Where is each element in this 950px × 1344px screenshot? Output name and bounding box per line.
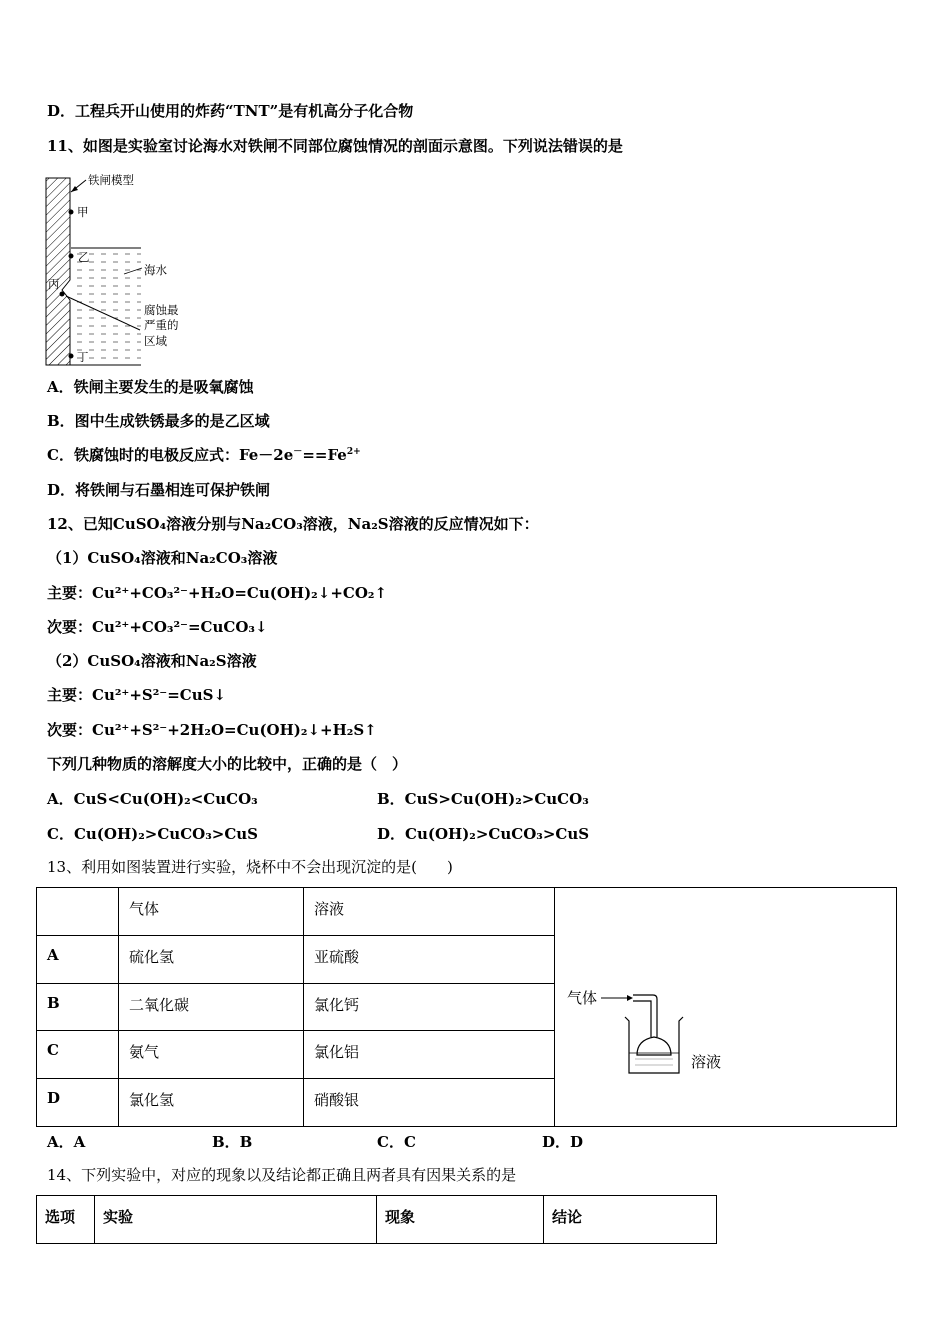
q13-apparatus-figure <box>565 937 765 1077</box>
q11-label-sea: 海水 <box>144 263 167 277</box>
table-header: 实验 <box>95 1196 377 1244</box>
q14-stem: 14、下列实验中，对应的现象以及结论都正确且两者具有因果关系的是 <box>47 1166 517 1184</box>
q13-label-gas: 气体 <box>567 989 598 1007</box>
q11-stem: 11、如图是实验室讨论海水对铁闸不同部位腐蚀情况的剖面示意图。下列说法错误的是 <box>47 137 623 155</box>
q11-label-yi: 乙 <box>78 250 90 264</box>
q11-label-corr1: 腐蚀最 <box>144 303 179 317</box>
table-cell: C <box>37 1031 119 1079</box>
table-cell: 氯化氢 <box>119 1079 304 1127</box>
q13-option-a: A．A <box>47 1133 86 1151</box>
q11-label-ding: 丁 <box>77 350 89 364</box>
q10-option-d: D．工程兵开山使用的炸药“TNT”是有机高分子化合物 <box>47 102 414 120</box>
q12-minor2: 次要：Cu²⁺+S²⁻+2H₂O=Cu(OH)₂↓+H₂S↑ <box>47 721 377 739</box>
table-header: 溶液 <box>304 888 555 936</box>
q12-option-c: C．Cu(OH)₂>CuCO₃>CuS <box>47 825 259 843</box>
table-cell: 氨气 <box>119 1031 304 1079</box>
q12-part2: （2）CuSO₄溶液和Na₂S溶液 <box>47 652 257 670</box>
table-cell: D <box>37 1079 119 1127</box>
q12-stem: 12、已知CuSO₄溶液分别与Na₂CO₃溶液，Na₂S溶液的反应情况如下： <box>47 515 539 533</box>
q12-main1: 主要：Cu²⁺+CO₃²⁻+H₂O=Cu(OH)₂↓+CO₂↑ <box>47 584 388 602</box>
q12-minor1: 次要：Cu²⁺+CO₃²⁻=CuCO₃↓ <box>47 618 268 636</box>
table-header: 选项 <box>37 1196 95 1244</box>
q11-label-model: 铁闸模型 <box>88 173 134 187</box>
q11-label-corr2: 严重的 <box>144 318 179 332</box>
q11-option-c: C．铁腐蚀时的电极反应式：$Fe-2e^-==Fe^{2+}$ <box>47 446 361 464</box>
q12-option-d: D．Cu(OH)₂>CuCO₃>CuS <box>377 825 590 843</box>
q11-label-jia: 甲 <box>77 205 89 219</box>
q13-table <box>36 887 897 1127</box>
q12-part1: （1）CuSO₄溶液和Na₂CO₃溶液 <box>47 549 278 567</box>
table-row <box>37 1196 717 1244</box>
table-cell: 硝酸银 <box>304 1079 555 1127</box>
q13-stem: 13、利用如图装置进行实验，烧杯中不会出现沉淀的是( ) <box>47 858 453 876</box>
q12-option-b: B．CuS>Cu(OH)₂>CuCO₃ <box>377 790 589 808</box>
q11-option-d: D．将铁闸与石墨相连可保护铁闸 <box>47 481 271 499</box>
q11-option-a: A．铁闸主要发生的是吸氧腐蚀 <box>47 378 254 396</box>
table-cell: 氯化铝 <box>304 1031 555 1079</box>
table-cell: 氯化钙 <box>304 983 555 1031</box>
table-row <box>37 888 897 936</box>
table-cell <box>37 888 119 936</box>
q12-main2: 主要：Cu²⁺+S²⁻=CuS↓ <box>47 686 227 704</box>
q11-option-b: B．图中生成铁锈最多的是乙区域 <box>47 412 270 430</box>
table-cell: 二氧化碳 <box>119 983 304 1031</box>
table-cell: 亚硫酸 <box>304 935 555 983</box>
q11-label-corr3: 区域 <box>144 334 167 348</box>
table-header: 气体 <box>119 888 304 936</box>
table-cell: A <box>37 935 119 983</box>
table-cell: B <box>37 983 119 1031</box>
q13-option-c: C．C <box>377 1133 416 1151</box>
q13-label-solution: 溶液 <box>691 1053 722 1071</box>
q12-ask: 下列几种物质的溶解度大小的比较中，正确的是（ ） <box>47 755 408 773</box>
q13-figure-cell <box>555 888 897 1127</box>
q11-label-bing: 丙 <box>48 277 60 291</box>
table-cell: 硫化氢 <box>119 935 304 983</box>
q12-option-a: A．CuS<Cu(OH)₂<CuCO₃ <box>47 790 258 808</box>
table-header: 现象 <box>377 1196 544 1244</box>
q13-option-b: B．B <box>212 1133 253 1151</box>
table-header: 结论 <box>544 1196 717 1244</box>
q11-figure <box>40 170 200 370</box>
q14-table <box>36 1195 717 1244</box>
q13-option-d: D．D <box>542 1133 584 1151</box>
